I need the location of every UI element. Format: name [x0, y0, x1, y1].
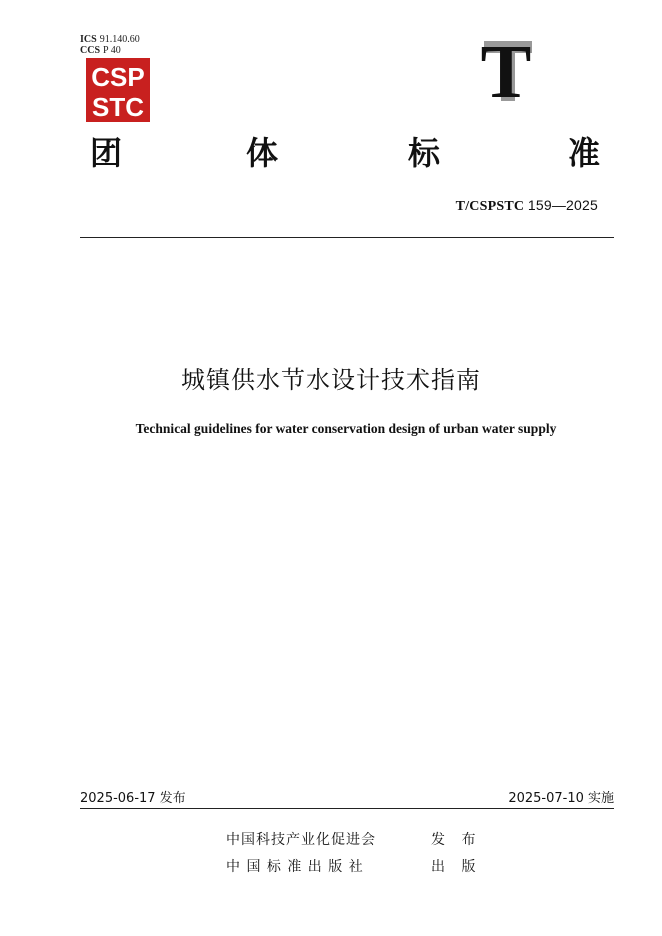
category-letter: T — [480, 37, 532, 103]
publisher-name: 中国科技产业化促进会 — [226, 832, 376, 848]
press-name: 中 国 标 准 出 版 社 — [226, 859, 364, 875]
cspstc-logo — [86, 58, 150, 122]
issue-date: 2025-06-17 发布 — [80, 791, 186, 806]
classification-codes — [80, 34, 140, 56]
ccs-label: CCS — [80, 45, 101, 56]
implementation-date: 2025-07-10 实施 — [508, 791, 614, 806]
standard-type-char: 准 — [568, 134, 601, 172]
title-english: Technical guidelines for water conservation design of urban water supply — [135, 421, 557, 436]
press-action: 出 版 — [431, 859, 482, 875]
standard-number-prefix: T/CSPSTC — [455, 199, 525, 214]
logo-text-bottom: STC — [92, 92, 144, 122]
top-divider — [80, 237, 614, 238]
publisher-action: 发 布 — [431, 832, 482, 848]
standard-number-value: 159—2025 — [527, 197, 598, 213]
logo-text-top: CSP — [91, 62, 145, 92]
ics-line — [80, 34, 140, 45]
standard-type-char: 标 — [408, 134, 441, 172]
ccs-code: P 40 — [103, 45, 121, 56]
title-chinese: 城镇供水节水设计技术指南 — [181, 366, 481, 394]
standard-type-heading — [80, 134, 607, 174]
standard-type-char: 体 — [246, 134, 279, 172]
ics-label: ICS — [80, 34, 97, 45]
standard-category-mark — [480, 37, 534, 103]
bottom-divider — [80, 808, 614, 809]
standard-type-char: 团 — [90, 134, 123, 172]
ccs-line — [80, 45, 140, 56]
ics-code: 91.140.60 — [99, 34, 140, 45]
standard-number — [456, 197, 598, 215]
